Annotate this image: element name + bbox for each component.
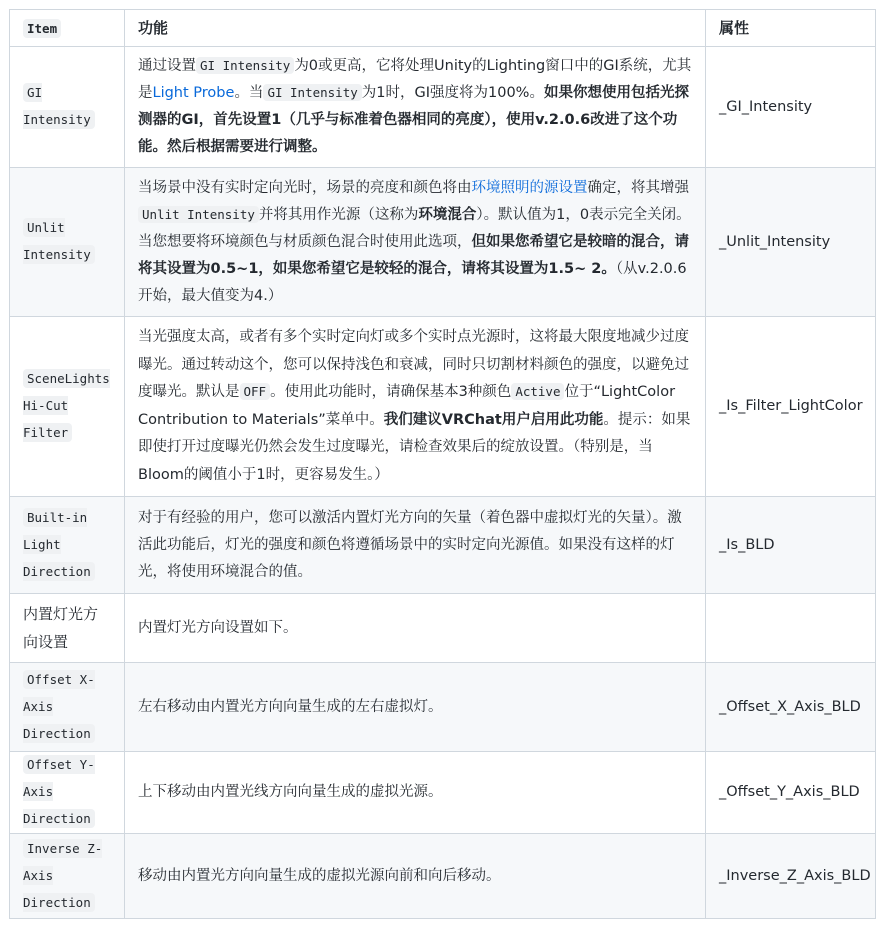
item-cell: 内置灯光方向设置 xyxy=(10,594,125,663)
item-code: Built-in Light Direction xyxy=(23,508,95,581)
table-row xyxy=(10,663,876,752)
light-probe-link[interactable]: Light Probe xyxy=(152,85,235,101)
property-cell: _Inverse_Z_Axis_BLD xyxy=(706,834,876,919)
table-row xyxy=(10,317,876,497)
desc-code: Unlit Intensity xyxy=(138,206,259,223)
desc-text: （从v.2.0.6开始，最大值变为4.） xyxy=(138,260,687,304)
item-cell xyxy=(10,663,125,752)
ambient-source-link[interactable]: 环境照明的源设置 xyxy=(471,179,588,196)
desc-text: 为1时，GI强度将为100%。 xyxy=(361,85,544,101)
description-cell xyxy=(125,663,706,752)
item-code: Offset Y-Axis Direction xyxy=(23,757,95,826)
table-row xyxy=(10,752,876,834)
desc-code: Active xyxy=(511,383,564,400)
description-cell xyxy=(125,168,706,317)
desc-code: GI Intensity xyxy=(263,84,361,101)
desc-text: 当光强度太高，或者有多个实时定向灯或多个实时点光源时，这将最大限度地减少过度曝光。通过转动这个，您可以保持浅色和衰减，同时只切割材料颜色的强度，以避免过度曝光。默认是 xyxy=(138,329,689,400)
properties-table xyxy=(9,9,876,919)
table-row xyxy=(10,594,876,663)
item-cell xyxy=(10,47,125,168)
desc-bold: 如果你想使用包括光探测器的GI，首先设置1（几乎与标准着色器相同的亮度），使用v.2.0.6改进了这个功能。然后根据需要进行调整。 xyxy=(138,85,689,155)
desc-text: ）。默认值为1，0表示完全关闭。当您想要将环境颜色与材质颜色混合时使用此选项， xyxy=(138,206,691,250)
desc-text: 上下移动由内置光线方向向量生成的虚拟光源。 xyxy=(138,784,443,800)
desc-text: 为0或更高，它将处理Unity的Lighting窗口中的GI系统，尤其是 xyxy=(138,58,692,101)
property-cell: _Offset_Y_Axis_BLD xyxy=(706,752,876,834)
desc-text: 。使用此功能时，请确保基本3种颜色 xyxy=(270,384,512,400)
desc-text: 并将其用作光源（这称为 xyxy=(258,206,419,223)
desc-bold: 但如果您希望它是较暗的混合，请将其设置为0.5~1，如果您希望它是较轻的混合，请将其设置为1.5~ 2。 xyxy=(138,233,689,277)
description-cell xyxy=(125,497,706,594)
description-cell xyxy=(125,752,706,834)
desc-text: 位于“LightColor Contribution to Materials”菜单中。 xyxy=(138,384,676,428)
item-code: Offset X-Axis Direction xyxy=(23,671,95,741)
header-item xyxy=(10,10,125,47)
property-cell xyxy=(706,594,876,663)
desc-text: 内置灯光方向设置如下。 xyxy=(138,619,298,636)
table-row xyxy=(10,47,876,168)
desc-bold: 环境混合 xyxy=(418,206,477,223)
description-cell xyxy=(125,47,706,168)
header-function: 功能 xyxy=(125,10,706,47)
desc-text: 当场景中没有实时定向光时，场景的亮度和颜色将由 xyxy=(138,179,472,196)
description-cell xyxy=(125,594,706,663)
desc-text: 通过设置 xyxy=(138,58,196,74)
header-property: 属性 xyxy=(706,10,876,47)
desc-text: 左右移动由内置光方向向量生成的左右虚拟灯。 xyxy=(138,698,443,715)
property-cell: _Is_Filter_LightColor xyxy=(706,317,876,497)
item-code: Inverse Z-Axis Direction xyxy=(23,840,103,910)
property-cell: _Is_BLD xyxy=(706,497,876,594)
desc-text: 移动由内置光方向向量生成的虚拟光源向前和向后移动。 xyxy=(138,867,501,884)
item-cell xyxy=(10,834,125,919)
item-cell xyxy=(10,168,125,317)
table-row xyxy=(10,497,876,594)
item-code: SceneLights Hi-Cut Filter xyxy=(23,371,110,440)
description-cell xyxy=(125,834,706,919)
desc-code: OFF xyxy=(240,383,271,400)
item-cell xyxy=(10,497,125,594)
table-row xyxy=(10,834,876,919)
property-cell: _Unlit_Intensity xyxy=(706,168,876,317)
desc-text: 。提示：如果即使打开过度曝光仍然会发生过度曝光，请检查效果后的绽放设置。（特别是，当Bloom的阈值小于1时，更容易发生。） xyxy=(138,411,691,483)
item-cell xyxy=(10,317,125,497)
item-code: GI Intensity xyxy=(23,83,95,129)
desc-bold: 我们建议VRChat用户启用此功能 xyxy=(383,411,604,428)
desc-text: 确定，将其增强 xyxy=(587,179,689,196)
header-item-code: Item xyxy=(23,19,61,38)
table-header-row xyxy=(10,10,876,47)
desc-text: 。当 xyxy=(234,85,264,101)
desc-text: 对于有经验的用户，您可以激活内置灯光方向的矢量（着色器中虚拟灯光的矢量）。激活此功能后，灯光的强度和颜色将遵循场景中的实时定向光源值。如果没有这样的灯光，将使用环境混合的值。 xyxy=(138,509,682,580)
property-cell: _GI_Intensity xyxy=(706,47,876,168)
property-cell: _Offset_X_Axis_BLD xyxy=(706,663,876,752)
desc-code: GI Intensity xyxy=(196,57,294,74)
description-cell xyxy=(125,317,706,497)
table-row xyxy=(10,168,876,317)
item-cell xyxy=(10,752,125,834)
item-code: Unlit Intensity xyxy=(23,218,95,264)
